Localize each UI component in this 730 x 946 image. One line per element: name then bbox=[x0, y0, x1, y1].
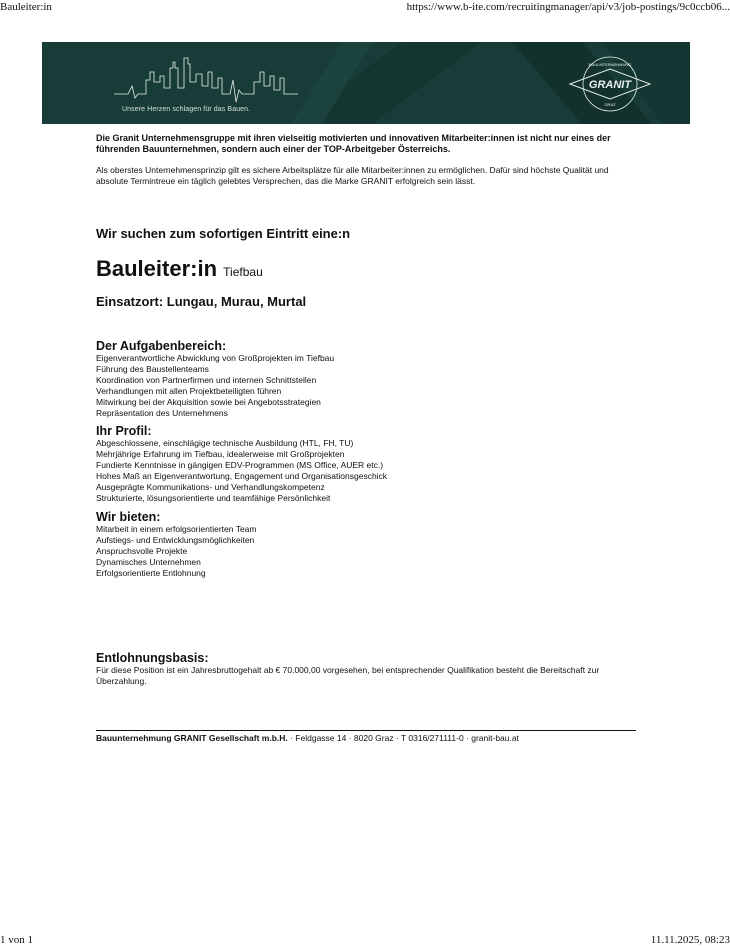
job-location: Einsatzort: Lungau, Murau, Murtal bbox=[96, 294, 307, 309]
intro-bold-text: Die Granit Unternehmensgruppe mit ihren vielseitig motivierten und innovativen Mitarbeiter:innen ist nicht nur eines der führenden Bauunternehmen, sondern auch einer der TOP-Arbeitgeber Österreichs. bbox=[96, 133, 611, 154]
print-header-title: Bauleiter:in bbox=[0, 1, 52, 13]
salary-text: Für diese Position ist ein Jahresbruttogehalt ab € 70.000,00 vorgesehen, bei entsprechender Qualifikation besteht die Bereitschaft zur Überzahlung. bbox=[96, 665, 600, 686]
offer-list bbox=[96, 524, 656, 579]
salary-section bbox=[96, 652, 636, 687]
list-item: Führung des Baustellenteams bbox=[96, 364, 209, 375]
svg-text:GRANIT: GRANIT bbox=[588, 79, 632, 91]
profile-list bbox=[96, 438, 656, 505]
list-item: Eigenverantwortliche Abwicklung von Großprojekten im Tiefbau bbox=[96, 353, 335, 363]
list-item: Mitarbeit in einem erfolgsorientierten Team bbox=[96, 524, 257, 534]
print-footer-page: 1 von 1 bbox=[0, 934, 33, 946]
offer-section bbox=[96, 511, 656, 579]
footer-divider bbox=[96, 730, 636, 731]
profile-section bbox=[96, 425, 656, 505]
list-item: Verhandlungen mit allen Projektbeteiligten führen bbox=[96, 386, 282, 397]
svg-text:GRAZ: GRAZ bbox=[604, 102, 616, 107]
list-item: Mehrjährige Erfahrung im Tiefbau, idealerweise mit Großprojekten bbox=[96, 449, 345, 460]
print-footer bbox=[0, 931, 730, 946]
intro-text: Als oberstes Unternehmensprinzip gilt es sichere Arbeitsplätze für alle Mitarbeiter:innen zu ermöglichen. Dafür sind höchste Qualität und absolute Termintreue ein täglich gelebtes Versprechen, das die Marke GRANIT erfolgreich sein lässt. bbox=[96, 165, 609, 186]
list-item: Fundierte Kenntnisse in gängigen EDV-Programmen (MS Office, AUER etc.) bbox=[96, 460, 384, 471]
banner-slogan: Unsere Herzen schlagen für das Bauen. bbox=[122, 106, 251, 113]
job-title-subtitle: Tiefbau bbox=[223, 265, 263, 279]
print-footer-datetime: 11.11.2025, 08:23 bbox=[650, 934, 730, 946]
list-item: Mitwirkung bei der Akquisition sowie bei Angebotsstrategien bbox=[96, 397, 321, 408]
list-item: Abgeschlossene, einschlägige technische Ausbildung (HTL, FH, TU) bbox=[96, 438, 354, 448]
list-item: Aufstiegs- und Entwicklungsmöglichkeiten bbox=[96, 535, 255, 546]
job-title-main: Bauleiter:in bbox=[96, 256, 218, 281]
svg-text:BAUUNTERNEHMUNG: BAUUNTERNEHMUNG bbox=[588, 62, 632, 67]
hiring-statement: Wir suchen zum sofortigen Eintritt eine:n bbox=[96, 226, 351, 241]
job-title bbox=[96, 256, 263, 282]
footer-contact-details: · Feldgasse 14 · 8020 Graz · T 0316/271111-0 · granit-bau.at bbox=[287, 733, 519, 743]
list-item: Hohes Maß an Eigenverantwortung, Engagement und Organisationsgeschick bbox=[96, 471, 388, 482]
skyline-heartbeat-icon bbox=[114, 58, 298, 102]
list-item: Ausgeprägte Kommunikations- und Verhandlungskompetenz bbox=[96, 482, 325, 493]
company-banner bbox=[42, 42, 690, 124]
tasks-list bbox=[96, 353, 656, 420]
list-item: Anspruchsvolle Projekte bbox=[96, 546, 188, 557]
profile-heading: Ihr Profil: bbox=[96, 424, 152, 438]
tasks-heading: Der Aufgabenbereich: bbox=[96, 339, 227, 353]
tasks-section bbox=[96, 340, 656, 420]
company-footer bbox=[96, 733, 519, 743]
list-item: Koordination von Partnerfirmen und internen Schnittstellen bbox=[96, 375, 317, 386]
salary-heading: Entlohnungsbasis: bbox=[96, 651, 209, 665]
list-item: Dynamisches Unternehmen bbox=[96, 557, 201, 568]
list-item: Erfolgsorientierte Entlohnung bbox=[96, 568, 206, 579]
intro-section bbox=[96, 133, 636, 186]
print-header bbox=[0, 0, 730, 14]
footer-company-name: Bauunternehmung GRANIT Gesellschaft m.b.H. bbox=[96, 733, 288, 743]
offer-heading: Wir bieten: bbox=[96, 510, 161, 524]
list-item: Repräsentation des Unternehmens bbox=[96, 408, 228, 419]
list-item: Strukturierte, lösungsorientierte und teamfähige Persönlichkeit bbox=[96, 493, 331, 504]
print-header-url[interactable]: https://www.b-ite.com/recruitingmanager/api/v3/job-postings/9c0ccb06... bbox=[406, 1, 730, 13]
